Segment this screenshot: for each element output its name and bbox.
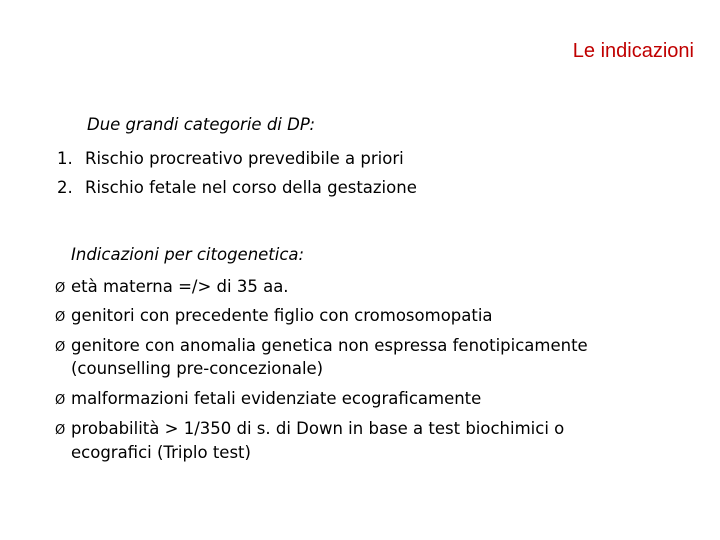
bullet-item-4 [55,389,481,411]
arrow-bullet-icon: Ø [55,423,66,438]
arrow-bullet-icon: Ø [55,340,66,355]
bullet-item-3 [55,336,588,358]
item-number: 2. [57,178,73,197]
numbered-item-2 [57,178,417,198]
item-text: Rischio fetale nel corso della gestazione [85,178,417,197]
bullet-item-5 [55,419,564,441]
bullet-text: probabilità > 1/350 di s. di Down in base a test biochimici o [71,419,565,438]
numbered-item-1 [57,149,404,169]
bullet-item-2 [55,306,493,328]
bullet-item-1 [55,277,289,299]
arrow-bullet-icon: Ø [55,281,66,296]
bullet-text: malformazioni fetali evidenziate ecograficamente [71,389,482,408]
categories-heading: Due grandi categorie di DP: [87,115,316,134]
item-number: 1. [57,149,73,168]
bullet-continuation: ecografici (Triplo test) [71,443,251,462]
bullet-text: età materna =/> di 35 aa. [71,277,289,296]
bullet-text: genitori con precedente figlio con cromosomopatia [71,306,493,325]
bullet-continuation: (counselling pre-concezionale) [71,359,324,378]
arrow-bullet-icon: Ø [55,310,66,325]
bullet-text: genitore con anomalia genetica non espressa fenotipicamente [71,336,588,355]
slide-title: Le indicazioni [572,40,694,62]
arrow-bullet-icon: Ø [55,393,66,408]
cytogenetics-heading: Indicazioni per citogenetica: [71,245,305,264]
item-text: Rischio procreativo prevedibile a priori [85,149,404,168]
